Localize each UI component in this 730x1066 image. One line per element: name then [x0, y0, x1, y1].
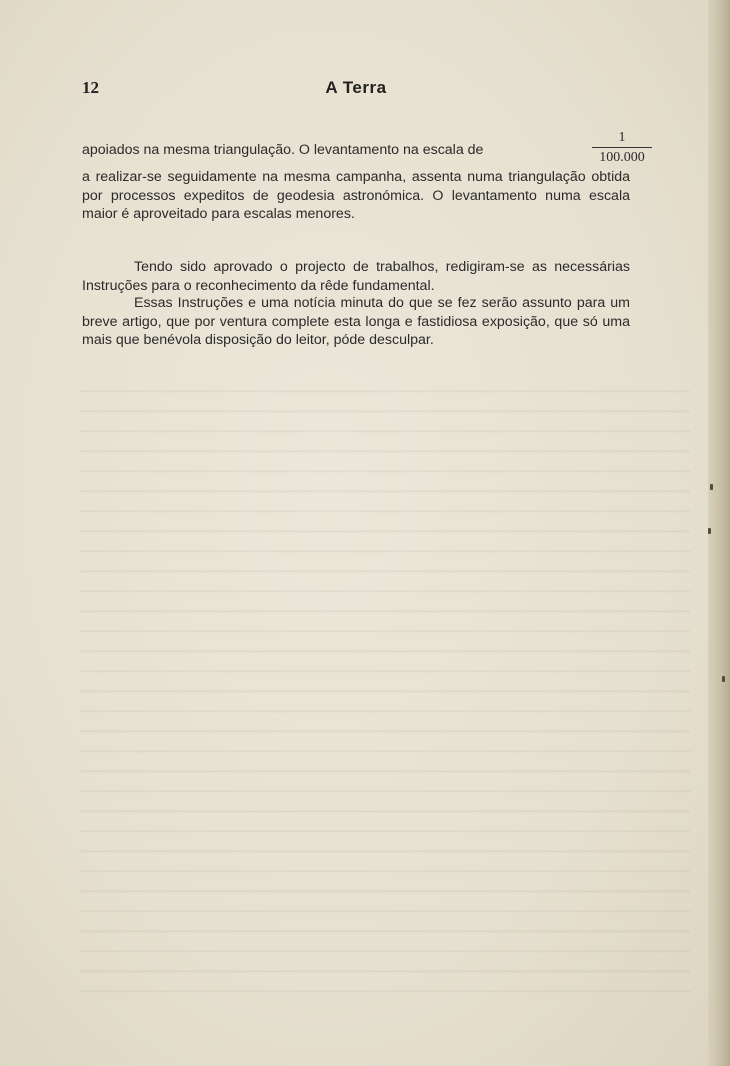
page-gutter [708, 0, 730, 1066]
page-number: 12 [82, 78, 99, 97]
fraction-numerator: 1 [592, 130, 652, 148]
first-line-text: apoiados na mesma triangulação. O levantamento na escala de [82, 142, 484, 158]
paragraph-2: Tendo sido aprovado o projecto de trabalhos, redigiram-se as necessárias Instruções para o reconhecimento da rêde fundamental. [82, 259, 630, 294]
page-header [82, 78, 630, 102]
paragraph-3: Essas Instruções e uma notícia minuta do que se fez serão assunto para um breve artigo, que por ventura complete esta longa e fastidiosa exposição, que só uma mais que benévola disposição do leitor, póde desculpar. [82, 295, 630, 349]
scale-fraction [592, 130, 652, 166]
page-speck [722, 676, 725, 682]
first-line-with-fraction [82, 130, 645, 172]
running-title: A Terra [325, 78, 387, 97]
paragraph-1-continuation: a realizar-se seguidamente na mesma campanha, assenta numa triangulação obtida por processos expeditos de geodesia astronómica. O levantamento numa escala maior é aproveitado para escalas menores. [82, 169, 630, 223]
fraction-denominator: 100.000 [599, 150, 645, 165]
page-speck [710, 484, 713, 490]
page-speck [708, 528, 711, 534]
bleed-through-texture [80, 380, 690, 1000]
